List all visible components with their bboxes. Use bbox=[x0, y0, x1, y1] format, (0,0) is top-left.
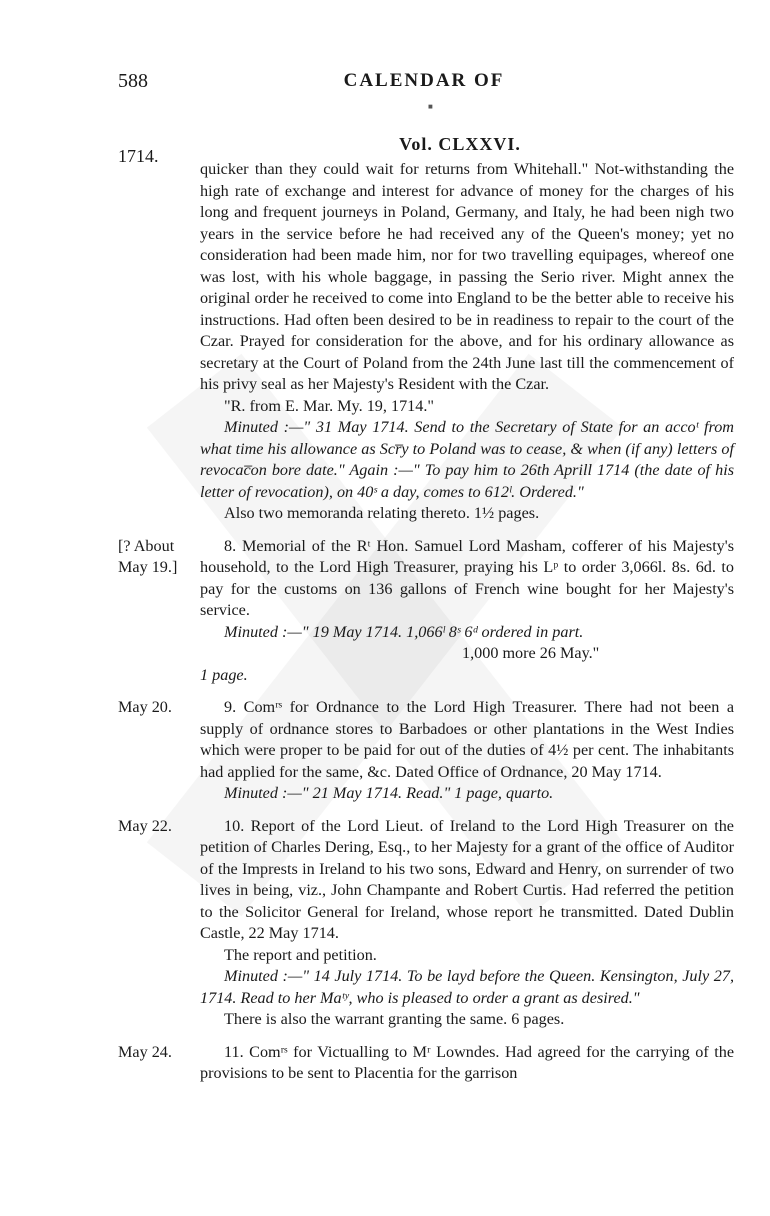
volume-heading: Vol. CLXXVI. bbox=[399, 134, 521, 154]
entry-date: May 22. bbox=[118, 816, 172, 835]
entry-date: [? About May 19.] bbox=[118, 536, 178, 576]
entry-continuation bbox=[0, 159, 770, 525]
page-number: 588 bbox=[118, 70, 148, 92]
entry-note: Also two memoranda relating thereto. 1½ pages. bbox=[224, 504, 540, 522]
entry-quote: "R. from E. Mar. My. 19, 1714." bbox=[224, 396, 435, 415]
entry-minute: Minuted :—" 31 May 1714. Send to the Secretary of State for an accoᵗ from what time his allowance as Scr̅y to Poland was to cease, & when (if any) letters of revocac̅on bore date." Again :—" To pay him to 26th Aprill 1714 (the date of his letter of revocation), on 40ˢ a day, comes to 612ˡ. Ordered." bbox=[200, 418, 734, 501]
entry-8 bbox=[0, 536, 770, 687]
entry-11 bbox=[0, 1042, 770, 1085]
entry-minute-continued: 1,000 more 26 May." bbox=[462, 644, 600, 662]
document-body bbox=[0, 159, 770, 1085]
entry-10 bbox=[0, 816, 770, 1031]
entry-text: 11. Comʳˢ for Victualling to Mʳ Lowndes. Had agreed for the carrying of the provisions to be sent to Placentia for the garrison bbox=[200, 1042, 734, 1082]
entry-minute: Minuted :—" 21 May 1714. Read." 1 page, quarto. bbox=[224, 784, 554, 802]
entry-minute: Minuted :—" 19 May 1714. 1,066ˡ 8ˢ 6ᵈ ordered in part. bbox=[224, 622, 584, 641]
entry-9 bbox=[0, 697, 770, 805]
entry-text: quicker than they could wait for returns from Whitehall." Not-withstanding the high rate of exchange and interest for advance of money for the charges of his long and frequent journeys in Poland, Germany, and Italy, he had been nigh two years in the service before he had received any of the Queen's money; yet no consideration had been made him, nor for two travelling equipages, whereof one was lost, with his whole baggage, in passing the Serio river. Might annex the original order he received to come into England to be the better able to receive his instructions. Had often been desired to be in readiness to repair to the court of the Czar. Prayed for consideration for the above, and for his ordinary allowance as secretary at the Court of Poland from the 24th June last till the commencement of his privy seal as her Majesty's Resident with the Czar. bbox=[200, 160, 734, 393]
entry-pages: 1 page. bbox=[200, 665, 248, 684]
entry-text: 10. Report of the Lord Lieut. of Ireland to the Lord High Treasurer on the petition of Charles Dering, Esq., to her Majesty for a grant of the office of Auditor of the Imprests in Ireland to his two sons, Edward and Henry, on surrender of two lives in being, viz., John Champante and Robert Curtis. Had referred the petition to the Solicitor General for Ireland, whose report he transmitted. Dated Dublin Castle, 22 May 1714. bbox=[200, 816, 734, 942]
entry-note: The report and petition. bbox=[224, 945, 377, 964]
entry-tail: There is also the warrant granting the same. 6 pages. bbox=[224, 1010, 565, 1028]
page-header bbox=[0, 0, 770, 111]
entry-date: May 24. bbox=[118, 1042, 172, 1061]
year-margin: 1714. bbox=[118, 146, 159, 166]
entry-text: 8. Memorial of the Rᵗ Hon. Samuel Lord Masham, cofferer of his Majesty's household, to the Lord High Treasurer, praying his Lᵖ to order 3,066l. 8s. 6d. to pay for the customs on 136 gallons of French wine bought for her Majesty's service. bbox=[200, 536, 734, 619]
entry-text: 9. Comʳˢ for Ordnance to the Lord High Treasurer. There had not been a supply of ordnance stores to Barbadoes or other plantations in the West Indies which were proper to be paid for out of the duties of 4½ per cent. The inhabitants had applied for the same, &c. Dated Office of Ordnance, 20 May 1714. bbox=[200, 698, 734, 781]
entry-minute: Minuted :—" 14 July 1714. To be layd before the Queen. Kensington, July 27, 1714. Read to her Maᵗʸ, who is pleased to order a grant as desired." bbox=[200, 967, 734, 1007]
entry-date: May 20. bbox=[118, 698, 172, 716]
header-ornament: ■ bbox=[428, 102, 433, 111]
running-title: CALENDAR OF bbox=[343, 70, 505, 91]
